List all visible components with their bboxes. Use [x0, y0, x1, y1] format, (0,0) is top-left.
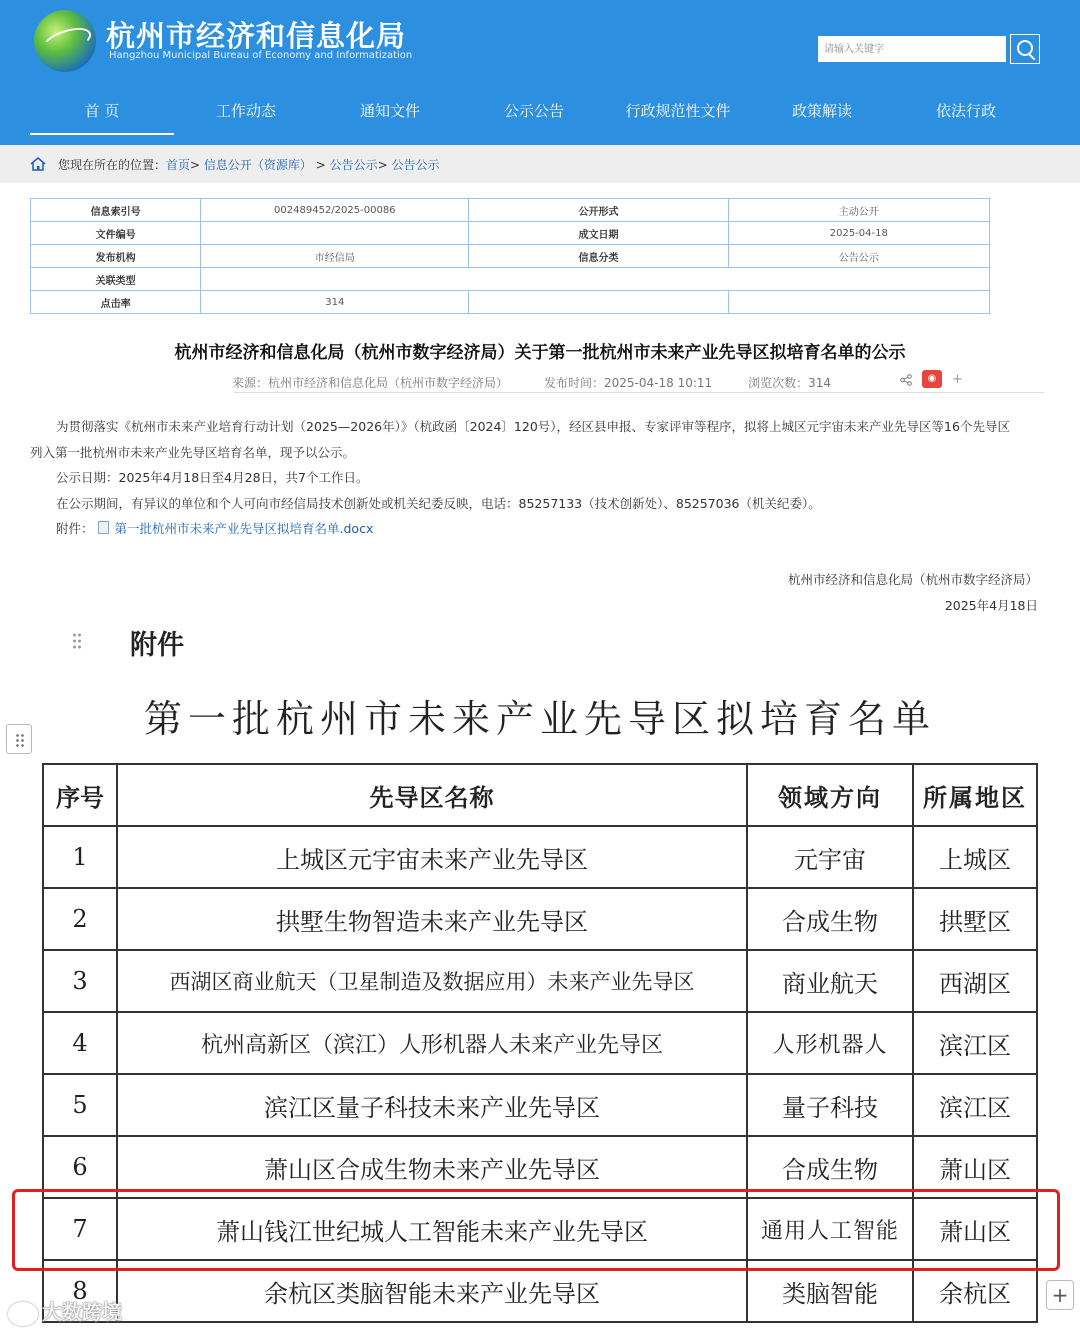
site-title[interactable]: 杭州市经济和信息化局 — [106, 19, 407, 53]
info-empty — [728, 291, 989, 314]
info-label: 点击率 — [31, 291, 201, 314]
article-meta — [232, 374, 867, 391]
zone-name: 拱墅生物智造未来产业先导区 — [117, 888, 747, 950]
table-row — [43, 1074, 1037, 1136]
logo-globe-icon[interactable] — [34, 10, 96, 72]
article-views: 浏览次数：314 — [748, 376, 832, 390]
field-direction: 元宇宙 — [747, 826, 913, 888]
article-paragraph: 公示日期：2025年4月18日至4月28日，共7个工作日。 — [56, 470, 369, 485]
info-value — [201, 222, 469, 245]
column-header: 领域方向 — [747, 764, 913, 826]
share-bar — [900, 370, 970, 390]
table-header-row — [43, 764, 1037, 826]
row-number: 7 — [43, 1198, 117, 1260]
watermark-text: 大数跨境 — [42, 1300, 122, 1324]
row-number: 3 — [43, 950, 117, 1012]
row-number: 8 — [43, 1260, 117, 1322]
column-header: 所属地区 — [913, 764, 1037, 826]
signature-org: 杭州市经济和信息化局（杭州市数字经济局） — [787, 572, 1038, 587]
row-number: 4 — [43, 1012, 117, 1074]
field-direction: 合成生物 — [747, 888, 913, 950]
zone-name: 西湖区商业航天（卫星制造及数据应用）未来产业先导区 — [117, 950, 747, 1012]
table-row — [43, 826, 1037, 888]
district: 上城区 — [913, 826, 1037, 888]
breadcrumb-notice-current[interactable]: 公告公示 — [391, 158, 440, 172]
nav-notices[interactable]: 通知文件 — [359, 102, 420, 120]
column-header: 序号 — [43, 764, 117, 826]
info-label: 文件编号 — [31, 222, 201, 245]
site-subtitle: Hangzhou Municipal Bureau of Economy and Informatization — [109, 50, 413, 61]
attachment-label: 附件： — [56, 521, 94, 536]
article-title: 杭州市经济和信息化局（杭州市数字经济局）关于第一批杭州市未来产业先导区拟培育名单的公示 — [174, 343, 906, 363]
search-input[interactable] — [818, 36, 1006, 62]
search-button[interactable] — [1010, 34, 1040, 64]
article-paragraph: 为贯彻落实《杭州市未来产业培育行动计划（2025—2026年）》（杭政函〔2024〕120号），经区县申报、专家评审等程序，拟将上城区元宇宙未来产业先导区等16个先导区 — [56, 419, 1010, 434]
info-value: 2025-04-18 — [728, 222, 989, 245]
breadcrumb-home[interactable]: 首页 — [166, 158, 191, 172]
document-icon — [98, 521, 109, 534]
district: 滨江区 — [913, 1012, 1037, 1074]
breadcrumb: 您现在所在的位置：首页> 信息公开（资源库） > 公告公示> 公告公示 — [0, 145, 1080, 183]
attachment-line — [56, 519, 373, 537]
row-number: 1 — [43, 826, 117, 888]
zone-name: 萧山钱江世纪城人工智能未来产业先导区 — [117, 1198, 747, 1260]
info-value: 主动公开 — [728, 199, 989, 222]
watermark — [8, 1296, 122, 1326]
article-paragraph: 列入第一批杭州市未来产业先导区培育名单，现予以公示。 — [30, 445, 356, 460]
article-paragraph: 在公示期间，有异议的单位和个人可向市经信局技术创新处或机关纪委反映，电话：85257133（技术创新处）、85257036（机关纪委）。 — [56, 496, 821, 511]
divider — [234, 392, 1044, 393]
info-value: 公告公示 — [728, 245, 989, 268]
district: 滨江区 — [913, 1074, 1037, 1136]
info-empty — [469, 291, 728, 314]
nav-announcements[interactable]: 公示公告 — [503, 102, 564, 120]
row-number: 5 — [43, 1074, 117, 1136]
field-direction: 人形机器人 — [747, 1012, 913, 1074]
zone-name: 滨江区量子科技未来产业先导区 — [117, 1074, 747, 1136]
article-source: 来源：杭州市经济和信息化局（杭州市数字经济局） — [232, 376, 509, 390]
site-header — [0, 0, 1080, 145]
attachment-link[interactable]: 第一批杭州市未来产业先导区拟培育名单.docx — [114, 521, 374, 536]
row-number: 2 — [43, 888, 117, 950]
district: 余杭区 — [913, 1260, 1037, 1322]
breadcrumb-info-open[interactable]: 信息公开（资源库） — [203, 158, 312, 172]
breadcrumb-prefix: 您现在所在的位置： — [58, 158, 167, 172]
add-block-button[interactable]: + — [1046, 1280, 1074, 1310]
zone-name: 萧山区合成生物未来产业先导区 — [117, 1136, 747, 1198]
info-value — [201, 268, 990, 291]
more-share-icon[interactable]: + — [952, 372, 963, 387]
table-row — [43, 950, 1037, 1012]
district: 萧山区 — [913, 1198, 1037, 1260]
signature-date: 2025年4月18日 — [944, 598, 1038, 613]
watermark-logo-icon — [8, 1302, 38, 1326]
district: 萧山区 — [913, 1136, 1037, 1198]
zone-name: 杭州高新区（滨江）人形机器人未来产业先导区 — [117, 1012, 747, 1074]
district: 拱墅区 — [913, 888, 1037, 950]
field-direction: 通用人工智能 — [747, 1198, 913, 1260]
table-row — [43, 1012, 1037, 1074]
table-row — [43, 888, 1037, 950]
weibo-share-icon[interactable]: ◉ — [922, 370, 942, 388]
drag-handle-icon[interactable] — [72, 632, 82, 650]
highlight-box — [12, 1189, 1060, 1271]
share-icon[interactable] — [900, 374, 912, 386]
info-value: 314 — [201, 291, 469, 314]
breadcrumb-notice[interactable]: 公告公示 — [329, 158, 378, 172]
nav-normative-docs[interactable]: 行政规范性文件 — [625, 102, 731, 120]
info-label: 信息索引号 — [31, 199, 201, 222]
nav-home[interactable]: 首 页 — [30, 96, 174, 135]
field-direction: 量子科技 — [747, 1074, 913, 1136]
zone-name: 余杭区类脑智能未来产业先导区 — [117, 1260, 747, 1322]
field-direction: 合成生物 — [747, 1136, 913, 1198]
nav-legal-admin[interactable]: 依法行政 — [935, 102, 996, 120]
info-label: 公开形式 — [469, 199, 728, 222]
list-title: 第一批杭州市未来产业先导区拟培育名单 — [143, 697, 936, 741]
info-value: 市经信局 — [201, 245, 469, 268]
info-label: 关联类型 — [31, 268, 201, 291]
nav-work-news[interactable]: 工作动态 — [215, 102, 276, 120]
row-number: 6 — [43, 1136, 117, 1198]
home-icon — [30, 157, 46, 171]
nav-policy-interpretation[interactable]: 政策解读 — [791, 102, 852, 120]
info-label: 发布机构 — [31, 245, 201, 268]
info-value: 002489452/2025-00086 — [201, 199, 469, 222]
attachment-heading: 附件 — [130, 630, 184, 661]
zone-name: 上城区元宇宙未来产业先导区 — [117, 826, 747, 888]
document-info-table — [30, 198, 990, 314]
field-direction: 商业航天 — [747, 950, 913, 1012]
article-published: 发布时间：2025-04-18 10:11 — [544, 376, 713, 390]
field-direction: 类脑智能 — [747, 1260, 913, 1322]
info-label: 成文日期 — [469, 222, 728, 245]
column-header: 先导区名称 — [117, 764, 747, 826]
district: 西湖区 — [913, 950, 1037, 1012]
info-label: 信息分类 — [469, 245, 728, 268]
